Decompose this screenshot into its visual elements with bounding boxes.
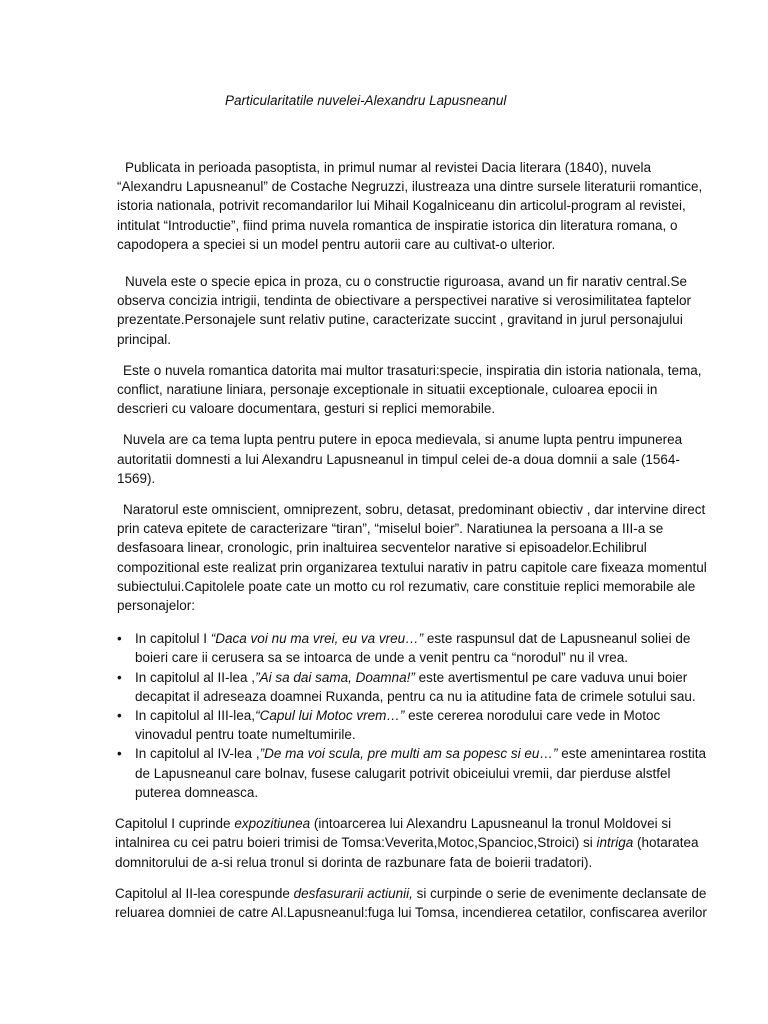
list-item-lead: In capitolul al IV-lea , [135, 746, 260, 762]
list-item-rest: este raspunsul dat de Lapusneanul soliei de boieri care ii cerusera sa se intoarca de unde a venit pentru ca “norodul” nu il vrea. [135, 631, 691, 666]
list-item [117, 668, 708, 706]
paragraph-intro [117, 158, 708, 254]
paragraph-theme [117, 430, 708, 488]
list-item-lead: In capitolul al II-lea , [135, 669, 256, 685]
paragraph-chapter-one [115, 814, 708, 872]
list-item-rest: este amenintarea rostita de Lapusneanul care bolnav, fusese calugarit potrivit obiceiului vremii, dar pierduse alstfel puterea domneasca. [135, 746, 707, 800]
paragraph-romantic-traits [117, 361, 708, 419]
chapter-two-text-a: Capitolul al II-lea corespunde [115, 885, 294, 901]
paragraph-narrator [117, 500, 708, 615]
chapter-two-text-c: si curpinde o serie de evenimente declansate de reluarea domniei de catre Al.Lapusneanul:fuga lui Tomsa, incendierea cetatilor, confiscarea averilor [115, 885, 707, 920]
list-item [117, 706, 708, 744]
list-item-lead: In capitolul I [135, 631, 211, 647]
paragraph-theme-text: Nuvela are ca tema lupta pentru putere in epoca medievala, si anume lupta pentru impunerea autoritatii domnesti a lui Alexandru Lapusneanul in timpul celei de-a doua domnii a sale (1564-1569). [117, 432, 683, 486]
chapter-two-term-action: desfasurarii actiunii, [293, 885, 413, 901]
list-item-rest: este avertismentul pe care vaduva unui boier decapitat il adreseaza doamnei Ruxanda, pentru ca nu ia atitudine fata de crimele sotului sau. [135, 669, 696, 704]
chapter-one-term-intrigue: intriga [596, 835, 634, 851]
document-title: Particularitatile nuvelei-Alexandru Lapusneanul [225, 93, 507, 108]
chapter-one-term-exposition: expozitiunea [234, 816, 311, 832]
paragraph-intro-text: Publicata in perioada pasoptista, in primul numar al revistei Dacia literara (1840), nuvela “Alexandru Lapusneanul” de Costache Negruzzi, ilustreaza una dintre sursele literaturii romantice, istoria nationala, potrivit recomandarilor lui Mihail Kogalniceanu din articolul-program al revistei, intitulat “Introductie”, fiind prima nuvela romantica de inspiratie istorica din literatura romana, o capodopera a speciei si un model pentru autorii care au cultivat-o ulterior. [117, 160, 703, 252]
list-item [117, 629, 708, 667]
bullet-marker: • [117, 669, 122, 685]
chapter-one-text-e: (hotaratea domnitorului de a-si relua tronul si dorinta de razbunare fata de boierii tradatori). [115, 835, 699, 870]
list-item-quote: ”Ai sa dai sama, Doamna!” [255, 669, 415, 685]
list-item [117, 744, 708, 802]
bullet-marker: • [117, 746, 122, 762]
list-item-rest: este cererea norodului care vede in Motoc vinovadul pentru toate numeltumirile. [135, 708, 661, 743]
paragraph-nuvela-definition-text: Nuvela este o specie epica in proza, cu o constructie riguroasa, avand un fir narativ central.Se observa concizia intrigii, tendinta de obiectivare a perspectivei narative si verosimilitatea faptelor prezentate.Personajele sunt relativ putine, caracterizate succint , gravitand in jurul personajului principal. [117, 274, 692, 347]
list-item-lead: In capitolul al III-lea, [135, 708, 256, 724]
paragraph-nuvela-definition [117, 272, 708, 349]
paragraph-narrator-text: Naratorul este omniscient, omniprezent, sobru, detasat, predominant obiectiv , dar intervine direct prin cateva epitete de caracterizare “tiran”, “miselul boier”. Naratiunea la persoana a III-a se desfasoara linear, cronologic, prin inaltuirea secventelor narative si episoadelor.Echilibrul compozitional este realizat prin organizarea textului narativ in patru capitole care fixeaza momentul subiectului.Capitolele poate cate un motto cu rol rezumativ, care constituie replici memorabile ale personajelor: [117, 502, 707, 614]
chapter-one-text-c: (intoarcerea lui Alexandru Lapusneanul la tronul Moldovei si intalnirea cu cei patru boieri trimisi de Tomsa:Veverita,Motoc,Spancioc,Stroici) si [115, 816, 672, 851]
chapter-one-text-a: Capitolul I cuprinde [115, 816, 235, 832]
paragraph-chapter-two [115, 884, 708, 922]
list-item-quote: ”De ma voi scula, pre multi am sa popesc si eu…” [259, 746, 558, 762]
motto-list [117, 629, 708, 802]
paragraph-romantic-traits-text: Este o nuvela romantica datorita mai multor trasaturi:specie, inspiratia din istoria nationala, tema, conflict, naratiune liniara, personaje exceptionale in situatii exceptionale, culoarea epocii in descrieri cu valoare documentara, gesturi si replici memorabile. [117, 362, 702, 417]
bullet-marker: • [117, 631, 122, 647]
list-item-quote: “Daca voi nu ma vrei, eu va vreu…” [210, 631, 424, 647]
list-item-quote: “Capul lui Motoc vrem…” [255, 708, 405, 724]
bullet-marker: • [117, 708, 122, 724]
